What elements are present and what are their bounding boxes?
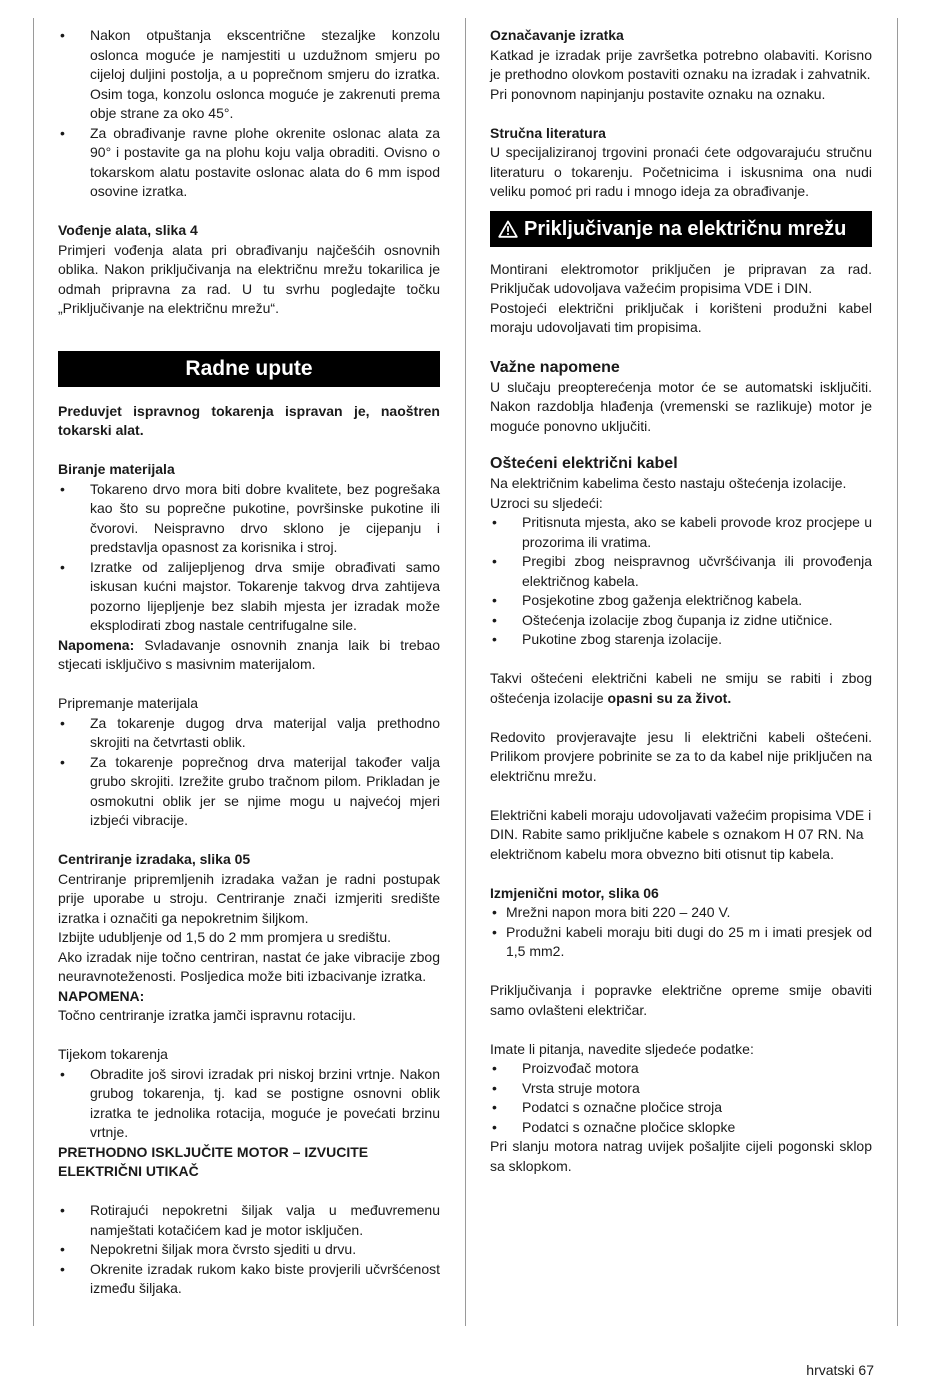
paragraph: Centriranje pripremljenih izradaka važan je radni postupak prije uporabe u stroju. Centriranje znači izmjeriti središte izratka i označiti ga nepokretnim šiljkom. xyxy=(58,870,440,926)
preparation-list xyxy=(58,714,440,831)
list-item: • Pritisnuta mjesta, ako se kabeli provode kroz procjepe u prozorima ili vratima. xyxy=(490,513,872,552)
list-item: • Za tokarenje poprečnog drva materijal također valja grubo skrojiti. Izrežite grubo tračnom pilom. Prikladan je osmokutni oblik jer se njime mogu u najvećoj mjeri izbjeći vibracije. xyxy=(58,753,440,831)
paragraph: U specijaliziranoj trgovini pronaći ćete odgovarajuću stručnu literaturu o tokarenju. Početnicima i iskusnima ona nudi veliku pomoć pri radu i mnogo ideja za obrađivanje. xyxy=(490,144,872,199)
warning-caps: PRETHODNO ISKLJUČITE MOTOR – IZVUCITE ELEKTRIČNI UTIKAČ xyxy=(58,1143,369,1179)
section-heading-material: Biranje materijala xyxy=(58,461,175,477)
left-margin-rule xyxy=(33,18,34,1326)
paragraph: Izbijte udubljenje od 1,5 do 2 mm promjera u središtu. xyxy=(58,929,392,945)
list-item: • Nepokretni šiljak mora čvrsto sjediti u drvu. xyxy=(58,1240,440,1260)
list-item: • Tokareno drvo mora biti dobre kvalitete, bez pogrešaka kao što su poprečne pukotine, površinske pukotine ili čvorovi. Neispravno drvo sklono je cijepanju i predstavlja opasnost za korisnika i stroj. xyxy=(58,480,440,558)
list-item: • Produžni kabeli moraju biti dugi do 25 m i imati presjek od 1,5 mm2. xyxy=(490,923,872,962)
paragraph: Električni kabeli moraju udovoljavati važećim propisima VDE i DIN. Rabite samo priključne kabele s oznakom H 07 RN. Na električnom kabelu mora obvezno biti otisnut tip kabela. xyxy=(490,806,872,862)
banner-title: Priključivanje na električnu mrežu xyxy=(524,217,847,240)
paragraph: Pri slanju motora natrag uvijek pošaljite cijeli pogonski sklop sa sklopkom. xyxy=(490,1138,872,1174)
final-list xyxy=(58,1201,440,1299)
list-item: • Proizvođač motora xyxy=(490,1059,872,1079)
danger-emphasis: opasni su za život. xyxy=(607,689,732,706)
section-heading-ac-motor: Izmjenični motor, slika 06 xyxy=(490,884,659,901)
right-margin-rule xyxy=(897,18,898,1326)
list-item: • Nakon otpuštanja ekscentrične stezaljke konzolu oslonca moguće je namjestiti u uzdužnom smjeru po cijeloj duljini postolja, a u poprečnom smjeru do izratka. Osim toga, konzolu oslonca moguće je zakrenuti prema obje strane za oko 45°. xyxy=(58,26,440,124)
section-heading-tool-guidance: Vođenje alata, slika 4 xyxy=(58,222,198,238)
list-item: • Obradite još sirovi izradak pri niskoj brzini vrtnje. Nakon grubog tokarenja, tj. kad se postigne osnovni oblik izratka te jednolika rotacija, moguće je povećati brzinu vrtnje. xyxy=(58,1065,440,1143)
questions-list xyxy=(490,1059,872,1137)
list-item: • Pukotine zbog starenja izolacije. xyxy=(490,630,872,650)
list-item: • Za obrađivanje ravne plohe okrenite oslonac alata za 90° i postavite ga na plohu koju valja obraditi. Ovisno o tokarskom alatu postavite oslonac alata do 6 mm ispod osovine izratka. xyxy=(58,124,440,202)
paragraph: Katkad je izradak prije završetka potrebno olabaviti. Korisno je prethodno olovkom postaviti oznaku na izradak i zahvatnik. xyxy=(490,46,872,82)
section-heading-literature: Stručna literatura xyxy=(490,124,606,141)
paragraph: Montirani elektromotor priključen je pripravan za rad. Priključak udovoljava važećim propisima VDE i DIN. xyxy=(490,260,872,296)
list-item: • Izratke od zalijepljenog drva smije obrađivati samo iskusan kućni majstor. Tokarenje takvog drva zahtijeva pozorno lijepljenje bez slabih mjesta jer izradak može eksplodirati zbog nastale centrifugalne sile. xyxy=(58,558,440,636)
paragraph: Redovito provjeravajte jesu li električni kabeli oštećeni. Prilikom provjere pobrinite se za to da kabel nije priključen na električnu mrežu. xyxy=(490,728,872,784)
list-item: • Pregibi zbog neispravnog učvršćivanja ili provođenja električnog kabela. xyxy=(490,552,872,591)
paragraph: Priključivanja i popravke električne opreme smije obaviti samo ovlašteni električar. xyxy=(490,982,872,1018)
paragraph: Imate li pitanja, navedite sljedeće podatke: xyxy=(490,1040,754,1057)
section-banner-mains-connection xyxy=(490,211,872,247)
list-item: • Podatci s označne pločice stroja xyxy=(490,1098,872,1118)
left-column xyxy=(58,26,440,1299)
section-heading-important-notes: Važne napomene xyxy=(490,358,620,376)
section-heading-turning: Tijekom tokarenja xyxy=(58,1046,168,1062)
section-banner-work-instructions: Radne upute xyxy=(58,351,440,387)
napomena-label: NAPOMENA: xyxy=(58,987,145,1004)
list-item: • Rotirajući nepokretni šiljak valja u međuvremenu namještati kotačićem kad je motor isključen. xyxy=(58,1201,440,1240)
warning-triangle-icon xyxy=(498,214,518,250)
paragraph: Postojeći električni priključak i korišteni produžni kabel moraju udovoljavati tim propisima. xyxy=(490,299,872,335)
paragraph: Pri ponovnom napinjanju postavite oznaku na oznaku. xyxy=(490,85,826,102)
paragraph: Točno centriranje izratka jamči ispravnu rotaciju. xyxy=(58,1007,357,1023)
paragraph: Uzroci su sljedeći: xyxy=(490,494,603,511)
paragraph: Ako izradak nije točno centriran, nastat će jake vibracije zbog neuravnoteženosti. Posljedica može biti izbacivanje izratka. xyxy=(58,948,440,984)
list-item: • Mrežni napon mora biti 220 – 240 V. xyxy=(490,903,872,923)
section-heading-marking: Označavanje izratka xyxy=(490,27,624,43)
paragraph: U slučaju preopterećenja motor će se automatski isključiti. Nakon razdoblja hlađenja (vremenski se razlikuje) motor je moguće ponovno uključiti. xyxy=(490,378,872,434)
list-item: • Posjekotine zbog gaženja električnog kabela. xyxy=(490,591,872,611)
section-heading-centering: Centriranje izradaka, slika 05 xyxy=(58,851,251,867)
cable-damage-list xyxy=(490,513,872,650)
list-item: • Vrsta struje motora xyxy=(490,1079,872,1099)
section-heading-damaged-cable: Oštećeni električni kabel xyxy=(490,455,678,472)
note-text: Svladavanje osnovnih znanja laik bi trebao stjecati isključivo s masivnim materijalom. xyxy=(58,636,440,672)
note-paragraph xyxy=(58,636,440,675)
intro-list xyxy=(58,26,440,202)
right-column xyxy=(490,26,872,1176)
list-item: • Podatci s označne pločice sklopke xyxy=(490,1118,872,1138)
page-footer-label: hrvatski 67 xyxy=(806,1362,874,1378)
list-item: • Za tokarenje dugog drva materijal valja prethodno skrojiti na četvrtasti oblik. xyxy=(58,714,440,753)
prerequisite-note: Preduvjet ispravnog tokarenja ispravan je, naoštren tokarski alat. xyxy=(58,402,440,438)
turning-list xyxy=(58,1065,440,1143)
center-column-rule xyxy=(465,18,466,1326)
section-heading-preparation: Pripremanje materijala xyxy=(58,695,199,711)
list-item: • Oštećenja izolacije zbog čupanja iz zidne utičnice. xyxy=(490,611,872,631)
motor-list xyxy=(490,903,872,962)
note-label: Napomena: xyxy=(58,636,135,653)
paragraph: Na električnim kabelima često nastaju oštećenja izolacije. xyxy=(490,475,847,491)
list-item: • Okrenite izradak rukom kako biste provjerili učvršćenost između šiljaka. xyxy=(58,1260,440,1299)
danger-paragraph xyxy=(490,669,872,708)
material-list xyxy=(58,480,440,636)
danger-text: Takvi oštećeni električni kabeli ne smiju se rabiti i zbog oštećenja izolacije xyxy=(490,670,872,706)
paragraph: Primjeri vođenja alata pri obrađivanju najčešćih osnovnih oblika. Nakon priključivanja na električnu mrežu tokarilica je odmah pripravna za rad. U tu svrhu pogledajte točku „Priključivanje na električnu mrežu“. xyxy=(58,241,440,316)
